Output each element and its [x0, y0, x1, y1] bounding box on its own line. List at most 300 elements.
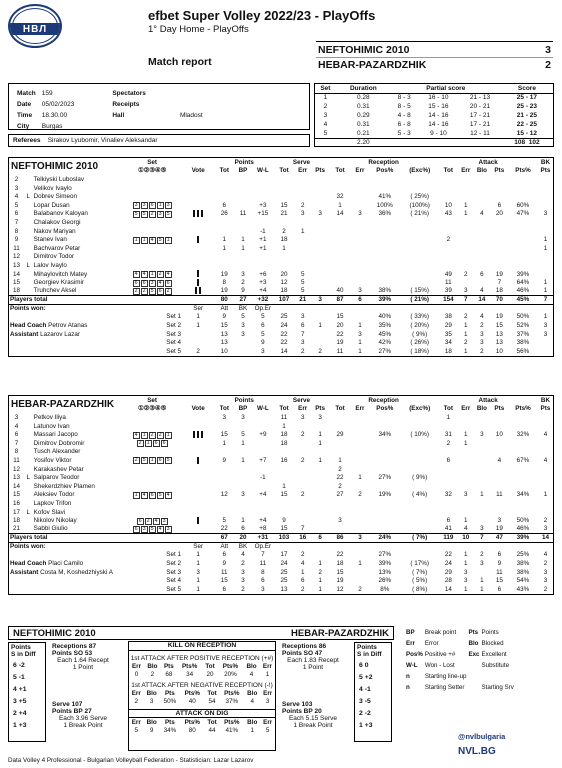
player-cell [182, 270, 214, 279]
player-row [9, 499, 553, 508]
player-cell [122, 210, 182, 219]
player-cell: 9 [222, 456, 227, 464]
player-cell: 11 [445, 279, 452, 287]
player-cell [438, 244, 458, 253]
player-cell [182, 218, 214, 227]
player-cell [329, 235, 351, 244]
starting-positions [133, 202, 172, 209]
set-breakdown-cell: 3 [300, 313, 305, 321]
vote-bar [195, 287, 197, 294]
totals-cell: 86 [329, 534, 351, 543]
rotation: 5 [13, 673, 17, 681]
player-cell: 2 [358, 491, 362, 499]
kill-head: Pts% [181, 662, 198, 670]
position-box: 1 [165, 237, 172, 244]
kill-head: Tot [207, 689, 217, 697]
player-cell [458, 422, 473, 431]
position-box: 4 [141, 271, 148, 278]
player-cell [491, 244, 508, 253]
player-cell [438, 508, 458, 517]
away-sets: 2 [545, 59, 551, 71]
set-breakdown-cell: Set 4 [166, 577, 181, 585]
player-cell [311, 244, 328, 253]
set-breakdown-cell: 38% [516, 339, 530, 347]
rotation: 1 [13, 721, 17, 729]
totals-cell: 3 [351, 534, 368, 543]
kill-head: Pts% [224, 689, 240, 697]
player-cell [274, 175, 294, 184]
player-cell: 6 [480, 270, 484, 278]
position-box: 6 [133, 280, 140, 287]
position-box: 1 [145, 440, 152, 447]
player-cell [214, 253, 234, 262]
player-cell [369, 244, 401, 253]
rotation-row [359, 708, 373, 718]
set-scores: Set Duration Partial score Score 1 0.28 8 - 3 16 - 10 21 - 13 25 - 17 2 0.31 8 - 5 15 - 16 20 - 21 25 - 23 3 0.29 4 - 8 14 - 16 17 - 21 21 - 25 4 0.31 6 - 8 14 - 16 17 - 21 22 - 25 5 0.21 5 - 3 9 - 10 12 - 11 15 - 12 2.20 108 102 [314, 83, 554, 147]
player-cell [351, 227, 368, 236]
set-breakdown-cell: ( 7%) [412, 568, 428, 576]
player-cell: 43 [444, 210, 452, 218]
set-breakdown-cell: 19 [495, 313, 503, 321]
starting-positions [137, 440, 168, 447]
set-breakdown-cell: 38% [516, 560, 530, 568]
assistant-label: Assistant [10, 568, 39, 576]
player-cell [369, 516, 401, 525]
player-cell: 64% [516, 279, 530, 287]
player-cell: Massari Jacopo [33, 431, 78, 439]
player-cell: -1 [260, 474, 266, 482]
totals-cell: 154 [438, 296, 458, 305]
player-cell [401, 235, 438, 244]
player-cell: 6 [14, 431, 19, 439]
set-breakdown-cell: 42% [378, 339, 392, 347]
set-breakdown-cell: 20 [336, 322, 344, 330]
kill-value: 5 [265, 726, 270, 734]
points-won-head: BK [238, 305, 248, 313]
player-cell: 4 [14, 422, 19, 430]
position-box: 4 [149, 237, 156, 244]
player-cell: 1 [222, 236, 227, 244]
player-cell [294, 175, 311, 184]
player-cell [491, 227, 508, 236]
position-box: 2 [149, 211, 156, 218]
player-cell [311, 261, 328, 270]
player-cell [122, 261, 182, 270]
position-box: 3 [149, 280, 156, 287]
player-cell [491, 175, 508, 184]
player-cell [122, 184, 182, 193]
totals-cell: 39% [369, 296, 401, 305]
position-box: 3 [141, 526, 148, 533]
coach-cell [9, 559, 122, 568]
player-cell: 12 [12, 465, 20, 473]
player-cell: 40 [336, 287, 344, 295]
rotation-diff: +2 [364, 673, 373, 681]
set-breakdown-cell: 4 [300, 560, 305, 568]
set-breakdown-cell: Set 5 [166, 585, 181, 593]
player-cell [538, 499, 553, 508]
away-team-stats: HEBAR-PAZARDZHIK Set Points Serve Reception Attack BK ①②③④⑤ Vote Tot BP W-L Tot Err Pts Tot Err Pos% (Exc%) Tot Err Blo Pts Pts% Pts 3 Petkov Iliya 3 3 11 3 3 1 4 Latunov Ivan 1 6 Massari Jacopo 4 1 2 2 1 15 5 +9 18 2 1 29 34% ( 10%) 31 1 3 10 32% 4 7 Dimitrov Dobromir 2 1 6 6 1 1 18 1 2 1 8 Tusch Alexander 11 Yosifov Viktor 2 5 1 6 5 9 1 +7 16 2 1 1 6 4 67% 4 12 Karakashev Petar 2 13 L Salparov Teodor -1 22 1 27% ( 9%) 14 Shekerdzhiev Plamen 1 2 15 Aleksiev Todor 1 4 6 5 4 12 3 +4 15 2 27 2 19% ( 4%) 32 3 1 11 34% 1 16 Lapkov Trifon 17 L Kofov Slavi 18 Nikolov Nikolay 6 2 4 3 5 1 +4 9 3 6 1 3 50% 2 21 Sabbi Giulio 6 3 5 4 3 22 6 +8 15 7 41 4 3 19 46% 3 Players total 67 20 +31 103 16 6 86 3 24% ( 7%) 119 10 7 47 39% 14 Points won: Ser Att BK Op.Er Set 1 1 6 4 7 17 2 22 27% 22 1 2 6 25% 4 Head Coach Placi Camilo Set 2 1 9 2 11 24 4 1 18 1 39% ( 17%) 24 1 3 9 38% 2 Assistant Costa M, Koshedzhiyski A Set 3 3 11 3 8 25 1 2 15 13% ( 7%) 29 3 11 38% 3 Set 4 1 15 3 6 25 6 1 19 26% ( 5%) 28 3 1 15 54% 3 Set 5 1 6 2 3 13 2 1 12 2 8% ( 8%) 14 1 1 6 43% 2 [8, 395, 554, 595]
player-cell [214, 261, 234, 270]
totals-cell: 7 [538, 296, 553, 305]
player-cell: 38% [378, 287, 392, 295]
player-cell: 12 [220, 491, 228, 499]
player-cell: 2 [338, 465, 342, 473]
set-breakdown-cell: 14 [444, 585, 452, 593]
player-row [9, 456, 553, 465]
player-cell: 3 [480, 431, 484, 439]
player-cell: 4 [543, 456, 548, 464]
set-breakdown-cell: 3 [463, 577, 468, 585]
player-cell [473, 253, 490, 262]
position-box: 2 [157, 271, 164, 278]
legend-cell [482, 672, 514, 681]
player-cell: 6 [446, 517, 451, 525]
player-cell: 2 [543, 517, 548, 525]
player-cell: 3 [480, 525, 484, 533]
set-breakdown-cell: ( 17%) [410, 560, 429, 568]
player-cell [401, 270, 438, 279]
player-row [9, 287, 553, 296]
player-cell: 1 [338, 201, 342, 209]
set-breakdown-cell: 6 [497, 585, 502, 593]
player-cell [182, 175, 214, 184]
rotation-row [359, 684, 373, 694]
social-handle: @nvlbulgaria [458, 732, 506, 741]
set-breakdown-cell: 3 [241, 577, 245, 585]
vote-bar [197, 457, 199, 464]
player-cell [508, 448, 538, 457]
vote-bar [197, 236, 199, 243]
player-cell: 18 [280, 439, 288, 447]
set-breakdown-cell: 13 [495, 330, 503, 338]
set-row [315, 102, 553, 111]
set-cell: 21 - 25 [516, 112, 538, 119]
kill-value: 1 [265, 670, 270, 678]
player-cell [274, 465, 294, 474]
player-cell: 3 [222, 413, 227, 421]
player-cell: 1 [358, 474, 362, 482]
set-breakdown-cell: 3 [480, 330, 484, 338]
kill-value: 54 [208, 697, 216, 705]
set-breakdown-cell: 1 [358, 560, 362, 568]
player-cell [369, 253, 401, 262]
player-cell [182, 210, 214, 219]
rotation-row [359, 696, 373, 706]
away-team-name: HEBAR-PAZARDZHIK [318, 59, 427, 71]
player-cell: 32 [336, 193, 344, 201]
player-cell [458, 253, 473, 262]
set-breakdown-cell: 6 [222, 551, 227, 559]
player-cell: 22 [336, 474, 344, 482]
away-reception-summary: Receptions 86 Points SO 47 Each 1.83 Recept 1 Point Serve 103 Points BP 20 Each 5.15 Serve 1 Break Point [282, 643, 339, 729]
kill-head: Blo [146, 689, 157, 697]
player-cell [351, 175, 368, 184]
legend-cell: W-L [406, 662, 418, 669]
player-cell: Nikolov Nikolay [33, 517, 77, 525]
player-cell [24, 525, 33, 534]
player-cell [491, 508, 508, 517]
points-won-head: Op.Er [254, 543, 272, 551]
vote-bar [193, 210, 195, 217]
legend-cell: n [406, 673, 410, 680]
player-cell [438, 482, 458, 491]
kill-value: 80 [188, 726, 196, 734]
set-cell: 6 - 8 [397, 121, 411, 128]
player-cell: 9 [282, 517, 286, 525]
player-cell [473, 175, 490, 184]
set-breakdown-cell: 6 [261, 577, 265, 585]
player-cell [351, 413, 368, 422]
kill-value: 1 [250, 726, 255, 734]
player-cell [214, 218, 234, 227]
player-cell [351, 278, 368, 287]
legend-cell: Positive +# [424, 651, 456, 658]
player-cell [311, 482, 328, 491]
coach-cell [9, 330, 122, 339]
player-cell [252, 448, 274, 457]
set-breakdown-cell: 22 [444, 551, 452, 559]
player-cell: 1 [318, 439, 322, 447]
player-row [9, 278, 553, 287]
totals-cell: ( 21%) [401, 296, 438, 305]
player-cell [458, 508, 473, 517]
kill-head: Tot [207, 718, 217, 726]
player-cell [351, 218, 368, 227]
player-cell [538, 184, 553, 193]
player-row [9, 525, 553, 534]
legend-cell: Points [481, 629, 499, 636]
player-cell [182, 439, 214, 448]
player-cell [294, 422, 311, 431]
rotation: 6 [359, 661, 363, 669]
footer: Data Volley 4 Professional - Bulgarian Volleyball Federation - Statistician: Lazar Lazarov [8, 757, 254, 764]
player-cell [182, 244, 214, 253]
player-cell: Lapkov Trifon [33, 499, 72, 507]
kill-value: 20 [206, 670, 214, 678]
player-cell [401, 422, 438, 431]
player-cell: 1 [543, 279, 548, 287]
player-cell: 32 [444, 491, 452, 499]
rotation-row [13, 720, 27, 730]
position-box: 3 [157, 211, 164, 218]
assistant-label: Assistant [10, 330, 39, 338]
kill-head: Pts% [224, 718, 240, 726]
player-cell [351, 253, 368, 262]
totals-cell: 7 [473, 534, 490, 543]
player-cell [369, 413, 401, 422]
player-cell: L [26, 193, 31, 201]
player-cell: (100%) [409, 201, 430, 209]
player-cell [311, 448, 328, 457]
coach-cell [9, 551, 122, 560]
player-cell [491, 253, 508, 262]
kill-head: Pts% [184, 689, 200, 697]
position-box: 3 [165, 202, 172, 209]
player-cell [294, 218, 311, 227]
player-cell [311, 227, 328, 236]
home-team-name: NEFTOHIMIC 2010 [318, 43, 410, 56]
player-cell [294, 499, 311, 508]
player-cell: +8 [259, 525, 267, 533]
player-cell [252, 218, 274, 227]
set-breakdown-cell: 25 [280, 313, 288, 321]
player-cell [329, 175, 351, 184]
set-breakdown-cell: 6 [261, 322, 265, 330]
player-cell: 27% [378, 474, 392, 482]
totals-cell: 107 [274, 296, 294, 305]
player-cell [274, 499, 294, 508]
player-cell [24, 227, 33, 236]
set-breakdown-cell: 1 [318, 585, 322, 593]
player-cell: 11 [13, 456, 20, 464]
legend-row [406, 672, 514, 681]
player-cell [252, 439, 274, 448]
player-cell [214, 192, 234, 201]
points-won-head: Op.Er [254, 305, 272, 313]
player-cell: 19 [495, 525, 503, 533]
player-cell [508, 482, 538, 491]
player-cell: Truhchev Aksel [33, 287, 77, 295]
rotation: 3 [13, 697, 17, 705]
set-breakdown-cell: ( 5%) [412, 577, 428, 585]
player-cell [491, 465, 508, 474]
player-cell [252, 499, 274, 508]
totals-cell: 20 [234, 534, 251, 543]
player-cell [182, 192, 214, 201]
player-cell: 3 [543, 525, 548, 533]
coach-cell [9, 313, 122, 322]
player-cell [351, 201, 368, 210]
player-cell [473, 456, 490, 465]
player-cell: 22 [220, 525, 228, 533]
player-cell: Dobrev Simeon [33, 193, 78, 201]
player-cell: +7 [259, 456, 267, 464]
player-cell [24, 499, 33, 508]
legend-row [406, 639, 514, 648]
player-cell [538, 175, 553, 184]
kill-head: Pts [163, 662, 174, 670]
player-cell [24, 244, 33, 253]
position-box: 2 [137, 440, 144, 447]
player-cell [369, 465, 401, 474]
player-cell [491, 473, 508, 482]
set-breakdown-cell: 38 [444, 313, 452, 321]
player-cell [438, 184, 458, 193]
player-cell [182, 491, 214, 500]
player-cell [252, 465, 274, 474]
set-breakdown-cell: 18 [444, 347, 452, 355]
player-cell [182, 253, 214, 262]
vote-bar [197, 210, 199, 217]
player-cell [538, 473, 553, 482]
player-cell [122, 491, 182, 500]
position-box: 1 [157, 202, 164, 209]
rotation-row [13, 660, 27, 670]
player-cell: 47% [516, 210, 530, 218]
player-cell [438, 465, 458, 474]
player-cell [351, 482, 368, 491]
player-cell [182, 227, 214, 236]
player-cell [24, 491, 33, 500]
set-breakdown-cell: Set 5 [166, 347, 181, 355]
legend-cell [468, 683, 479, 692]
player-cell [458, 456, 473, 465]
player-cell [369, 227, 401, 236]
player-cell: 1 [282, 244, 286, 252]
player-cell [311, 465, 328, 474]
player-cell [311, 218, 328, 227]
player-cell: 34% [516, 491, 530, 499]
player-cell: 13 [12, 474, 20, 482]
player-cell: 49 [444, 270, 452, 278]
kill-head: Blo [147, 662, 158, 670]
player-cell [24, 278, 33, 287]
player-row [9, 175, 553, 184]
player-cell [438, 448, 458, 457]
kill-value: 4 [249, 670, 254, 678]
player-cell [182, 465, 214, 474]
player-cell [329, 448, 351, 457]
player-cell [538, 253, 553, 262]
position-box: 2 [165, 288, 172, 295]
coach-cell [9, 585, 122, 594]
position-box: 5 [133, 211, 140, 218]
position-box: 5 [149, 526, 156, 533]
set-breakdown-cell: 25 [280, 568, 288, 576]
player-row [9, 439, 553, 448]
player-cell [351, 192, 368, 201]
set-breakdown-cell: 1 [480, 577, 484, 585]
position-box: 4 [133, 432, 140, 439]
player-cell [458, 499, 473, 508]
player-cell: 5 [300, 270, 305, 278]
player-cell: 1 [338, 456, 342, 464]
player-cell: 7 [497, 279, 502, 287]
player-cell [274, 192, 294, 201]
player-cell: 3 [318, 210, 322, 218]
points-won-head: Att [220, 543, 229, 551]
set-cell: 17 - 21 [469, 121, 491, 128]
player-cell [122, 192, 182, 201]
player-cell: Tusch Alexander [33, 448, 81, 456]
player-cell [24, 201, 33, 210]
page-subtitle: 1° Day Home - PlayOffs [148, 24, 249, 35]
set-breakdown-cell: 37% [516, 330, 530, 338]
player-cell: 34% [378, 431, 392, 439]
player-cell [182, 473, 214, 482]
player-cell [329, 227, 351, 236]
set-breakdown-row [9, 347, 553, 356]
summary-header: NEFTOHIMIC 2010 HEBAR-PAZARDZHIK [8, 626, 394, 640]
position-box: 6 [165, 280, 172, 287]
player-cell: 29 [336, 431, 344, 439]
set-breakdown-cell: 4 [480, 313, 484, 321]
player-cell: 9 [14, 236, 19, 244]
set-cell: 17 - 21 [469, 112, 491, 119]
player-cell: 2 [446, 439, 451, 447]
player-cell: 100% [376, 201, 393, 209]
player-cell [508, 235, 538, 244]
player-cell [508, 192, 538, 201]
player-cell [24, 413, 33, 422]
totals-cell: 67 [214, 534, 234, 543]
away-rotation-diff: Points S in Diff 6 0 5 +2 4 -1 3 -5 2 -2 1 +3 [354, 642, 392, 742]
rotation: 1 [359, 721, 363, 729]
player-cell [438, 218, 458, 227]
player-cell: 41% [378, 193, 392, 201]
position-box: 5 [157, 237, 164, 244]
